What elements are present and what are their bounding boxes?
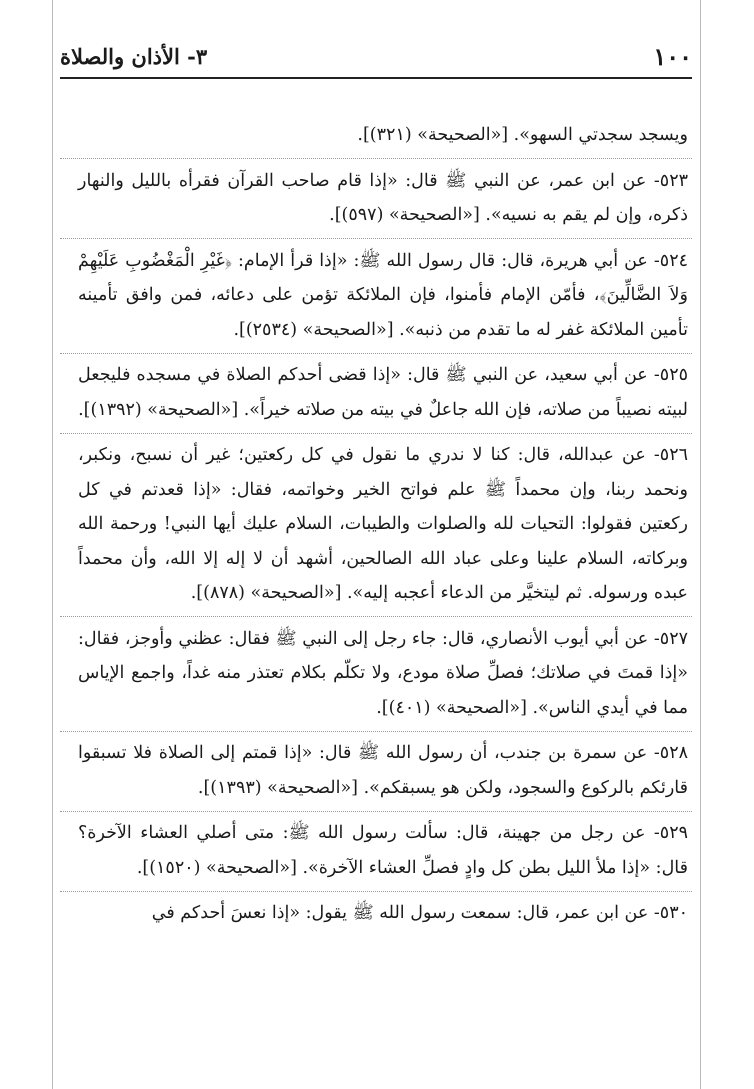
hadith-530: ٥٣٠- عن ابن عمر، قال: سمعت رسول الله ﷺ يقول: «إذا نعسَ أحدكم في	[151, 903, 688, 923]
hadith-528: ٥٢٨- عن سمرة بن جندب، أن رسول الله ﷺ قال: «إذا قمتم إلى الصلاة فلا تسبقوا قارئكم بالركوع والسجود، ولكن هو يسبقكم». [«الصحيحة» (١٣٩٣)].	[78, 743, 688, 798]
hadith-527: ٥٢٧- عن أبي أيوب الأنصاري، قال: جاء رجل إلى النبي ﷺ فقال: عظني وأوجز، فقال: «إذا قمتَ في صلاتك؛ فصلِّ صلاة مودع، ولا تكلّم بكلام تعتذر منه غداً، واجمع الإياس مما في أيدي الناس». [«الصحيحة» (٤٠١)].	[78, 628, 688, 718]
chapter-title: ٣- الأذان والصلاة	[60, 44, 208, 69]
right-margin-line	[700, 0, 701, 1089]
page-number: ١٠٠	[653, 42, 692, 71]
paragraph-separator	[60, 616, 692, 617]
paragraph-continuation: ويسجد سجدتي السهو». [«الصحيحة» (٣٢١)].	[357, 125, 688, 145]
paragraph-separator	[60, 811, 692, 812]
paragraph-separator	[60, 731, 692, 732]
hadith-text-body	[78, 118, 688, 942]
hadith-526: ٥٢٦- عن عبدالله، قال: كنا لا ندري ما نقول في كل ركعتين؛ غير أن نسبح، ونكبر، ونحمد ربنا، وإن محمداً ﷺ علم فواتح الخير وخواتمه، فقال: «إذا قعدتم في كل ركعتين فقولوا: التحيات لله والصلوات والطيبات، السلام عليك أيها النبي! ورحمة الله وبركاته، السلام علينا وعلى عباد الله الصالحين، أشهد أن لا إله إلا الله، وأن محمداً عبده ورسوله. ثم ليتخيَّر من الدعاء أعجبه إليه». [«الصحيحة» (٨٧٨)].	[78, 445, 688, 603]
paragraph-separator	[60, 238, 692, 239]
page-header	[60, 42, 692, 72]
hadith-524: ٥٢٤- عن أبي هريرة، قال: قال رسول الله ﷺ: «إذا قرأ الإمام: ﴿غَيْرِ الْمَغْضُوبِ عَلَيْهِمْ وَلاَ الضَّالِّينَ﴾، فأمّن الإمام فأمنوا، فإن الملائكة تؤمن على دعائه، فمن وافق تأمينه تأمين الملائكة غفر له ما تقدم من ذنبه». [«الصحيحة» (٢٥٣٤)].	[78, 250, 688, 340]
left-margin-line	[52, 0, 53, 1089]
paragraph-separator	[60, 433, 692, 434]
paragraph-separator	[60, 158, 692, 159]
paragraph-separator	[60, 353, 692, 354]
hadith-529: ٥٢٩- عن رجل من جهينة، قال: سألت رسول الله ﷺ: متى أصلي العشاء الآخرة؟ قال: «إذا ملأ الليل بطن كل وادٍ فصلِّ العشاء الآخرة». [«الصحيحة» (١٥٢٠)].	[78, 823, 688, 878]
paragraph-separator	[60, 891, 692, 892]
header-rule	[60, 77, 692, 79]
hadith-525: ٥٢٥- عن أبي سعيد، عن النبي ﷺ قال: «إذا قضى أحدكم الصلاة في مسجده فليجعل لبيته نصيباً من صلاته، فإن الله جاعلٌ في بيته من صلاته خيراً». [«الصحيحة» (١٣٩٢)].	[78, 365, 688, 420]
hadith-523: ٥٢٣- عن ابن عمر، عن النبي ﷺ قال: «إذا قام صاحب القرآن فقرأه بالليل والنهار ذكره، وإن لم يقم به نسيه». [«الصحيحة» (٥٩٧)].	[78, 170, 688, 225]
